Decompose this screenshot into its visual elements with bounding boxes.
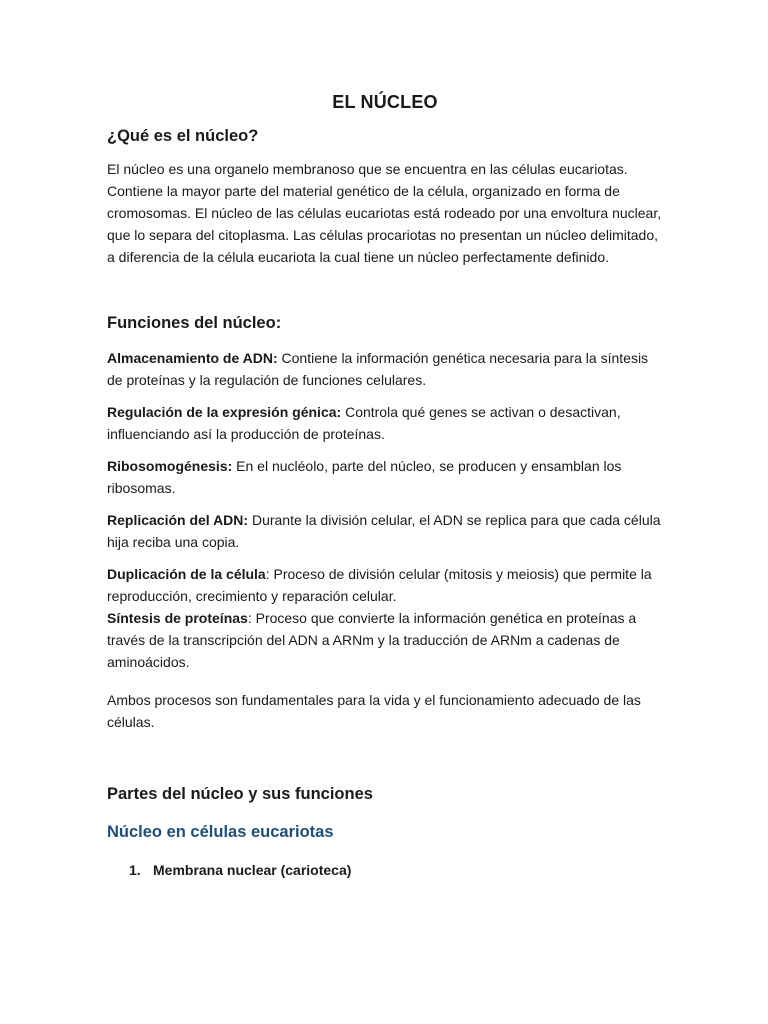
parts-list [129,862,663,878]
document-content [107,92,663,878]
function-item-protein-synthesis [107,607,663,673]
functions-heading: Funciones del núcleo: [107,314,282,332]
function-term: Ribosomogénesis: [107,458,233,474]
list-item-number: 1. [129,862,141,878]
function-item-gene-regulation [107,401,663,445]
parts-heading: Partes del núcleo y sus funciones [107,785,373,803]
what-is-nucleus-paragraph: El núcleo es una organelo membranoso que se encuentra en las células eucariotas. Contiene la mayor parte del material genético de la célula, organizado en forma de cromosomas. El núcleo de las células eucariotas está rodeado por una envoltura nuclear, que lo separa del citoplasma. Las células procariotas no presentan un núcleo delimitado, a diferencia de la célula eucariota la cual tiene un núcleo perfectamente definido. [107,161,662,265]
eukaryotic-nucleus-subheading: Núcleo en células eucariotas [107,823,334,841]
function-term: Regulación de la expresión génica: [107,404,342,420]
function-term: Replicación del ADN: [107,512,249,528]
function-item-ribosome-biogenesis [107,455,663,499]
function-text: Controla qué genes se activan o desactivan, influenciando así la producción de proteínas. [107,404,621,442]
function-text: : Proceso que convierte la información genética en proteínas a través de la transcripción del ADN a ARNm y la traducción de ARNm a cadenas de aminoácidos. [107,610,637,670]
list-item [129,862,663,878]
what-is-nucleus-heading: ¿Qué es el núcleo? [107,127,259,145]
function-item-dna-storage [107,347,663,391]
function-term: Almacenamiento de ADN: [107,350,278,366]
functions-closing-paragraph: Ambos procesos son fundamentales para la vida y el funcionamiento adecuado de las células. [107,692,641,730]
function-term: Duplicación de la célula [107,566,266,582]
list-item-label: Membrana nuclear (carioteca) [153,862,352,878]
function-text: : Proceso de división celular (mitosis y meiosis) que permite la reproducción, crecimiento y reparación celular. [107,566,652,604]
function-text: En el nucléolo, parte del núcleo, se producen y ensamblan los ribosomas. [107,458,622,496]
function-text: Contiene la información genética necesaria para la síntesis de proteínas y la regulación de funciones celulares. [107,350,649,388]
function-term: Síntesis de proteínas [107,610,248,626]
document-title: EL NÚCLEO [332,92,438,112]
function-text: Durante la división celular, el ADN se replica para que cada célula hija reciba una copia. [107,512,661,550]
function-item-dna-replication [107,509,663,553]
function-item-cell-duplication [107,563,663,607]
